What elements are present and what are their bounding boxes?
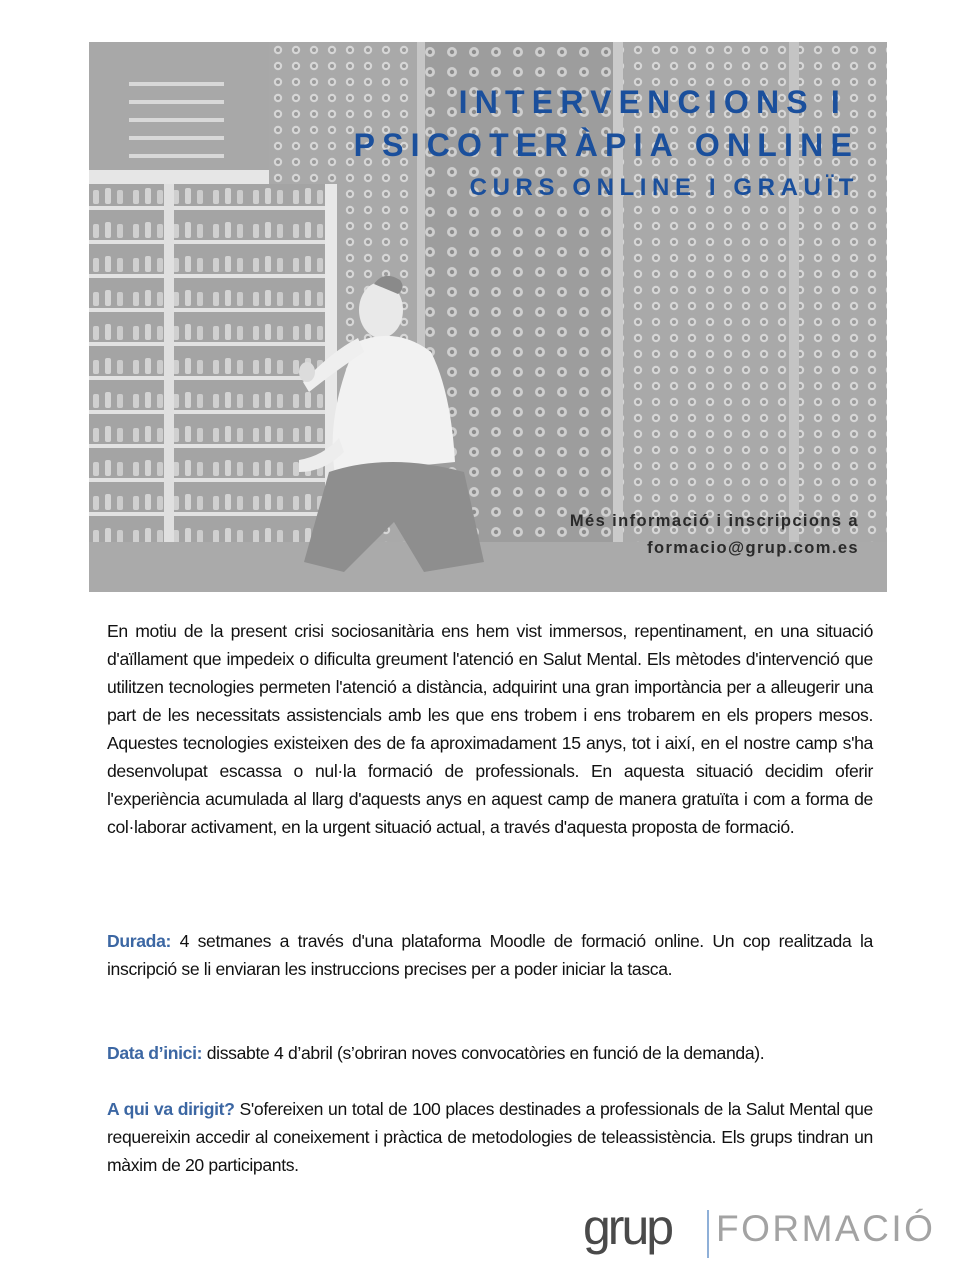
contact-email[interactable]: formacio@grup.com.es — [647, 539, 859, 557]
audience-section — [107, 1095, 873, 1179]
audience-label: A qui va dirigit? — [107, 1099, 235, 1119]
logo-brand: grup — [583, 1199, 672, 1255]
title-line-2: PSICOTERÀPIA ONLINE — [353, 127, 859, 163]
title-line-1: INTERVENCIONS I — [458, 84, 847, 120]
hero-banner — [89, 42, 887, 592]
contact-info — [570, 508, 859, 562]
course-subtitle: CURS ONLINE I GRAUÏT — [469, 174, 859, 201]
start-date-text: dissabte 4 d’abril (s’obriran noves convocatòries en funció de la demanda). — [202, 1043, 765, 1063]
contact-label: Més informació i inscripcions a — [569, 512, 859, 530]
duration-section — [107, 927, 873, 983]
intro-paragraph: En motiu de la present crisi sociosanitària ens hem vist immersos, repentinament, en una situació d'aïllament que impedeix o dificulta greument l'atenció en Salut Mental. Els mètodes d'intervenció que utilitzen tecnologies permeten l'atenció a distància, adquirint una gran importància per a alleugerir una part de les necessitats assistencials amb les que ens trobem i ens trobarem en els propers mesos. Aquestes tecnologies existeixen des de fa aproximadament 15 anys, tot i així, en el nostre camp s'ha desenvolupat escassa o nul·la formació de professionals. En aquesta situació decidim oferir l'experiència acumulada al llarg d'aquests anys en aquest camp de manera gratuïta i com a forma de col·laborar activament, en la urgent situació actual, a través d'aquesta proposta de formació. — [107, 621, 873, 837]
audience-text: S'ofereixen un total de 100 places destinades a professionals de la Salut Mental que requereixin accedir al coneixement i pràctica de metodologies de teleassistència. Els grups tindran un màxim de 20 participants. — [107, 1099, 873, 1175]
duration-label: Durada: — [107, 931, 172, 951]
logo-division: FORMACIÓ — [716, 1208, 936, 1249]
start-date-section — [107, 1039, 873, 1067]
course-title — [354, 82, 859, 206]
duration-text: 4 setmanes a través d'una plataforma Moodle de formació online. Un cop realitzada la inscripció se li enviaran les instruccions precises per a poder iniciar la tasca. — [107, 931, 873, 979]
logo-divider — [707, 1210, 709, 1258]
start-date-label: Data d’inici: — [107, 1043, 203, 1063]
grup-formacio-logo — [583, 1199, 936, 1260]
